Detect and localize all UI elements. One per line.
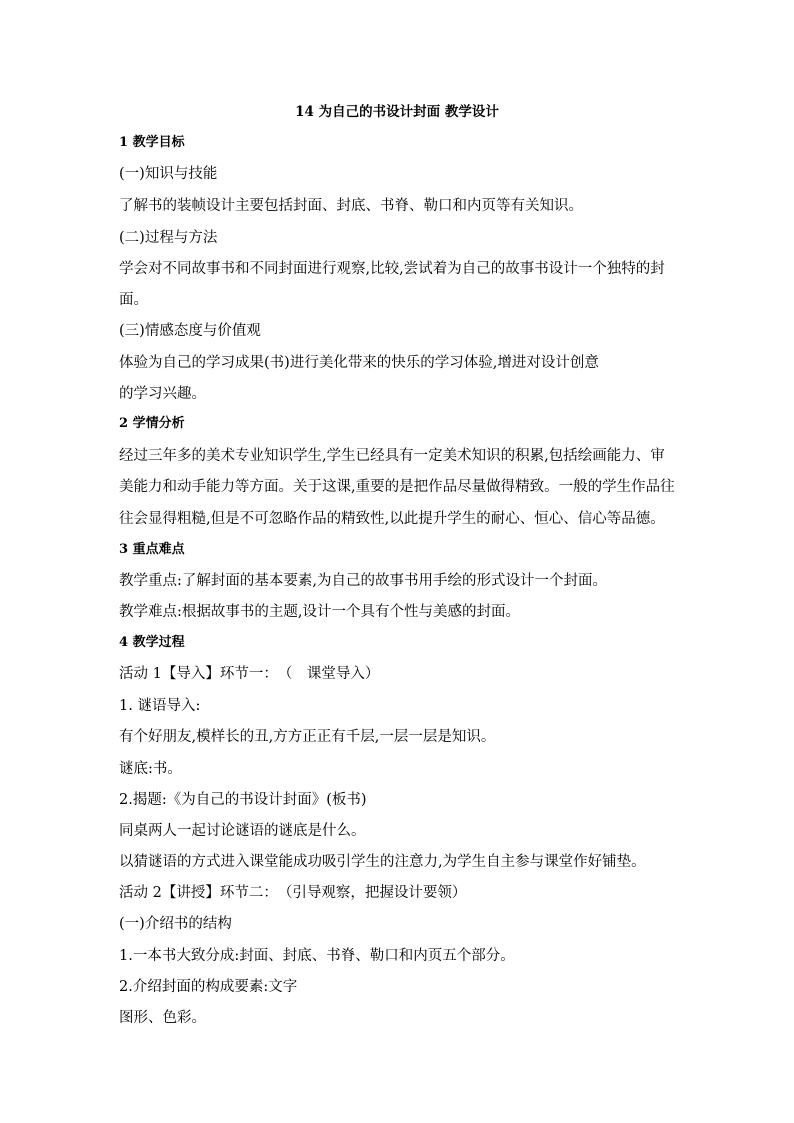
paragraph-line: 的学习兴趣。	[119, 386, 206, 402]
activity-heading-2: 活动 2【讲授】环节二： （引导观察，把握设计要领）	[119, 885, 467, 901]
paragraph-line: 了解书的装帧设计主要包括封面、封底、书脊、勒口和内页等有关知识。	[119, 198, 583, 214]
section-heading-objectives: 1 教学目标	[119, 135, 185, 150]
subheading-knowledge-skills: (一)知识与技能	[119, 166, 218, 182]
paragraph-line: 经过三年多的美术专业知识学生,学生已经具有一定美术知识的积累,包括绘画能力、审	[119, 448, 665, 464]
paragraph-line: 2.介绍封面的构成要素:文字	[119, 979, 298, 995]
section-heading-analysis: 2 学情分析	[119, 416, 185, 431]
paragraph-line: 学会对不同故事书和不同封面进行观察,比较,尝试着为自己的故事书设计一个独特的封	[119, 261, 665, 277]
document-title: 14 为自己的书设计封面 教学设计	[295, 104, 499, 120]
subheading-emotion-values: (三)情感态度与价值观	[119, 323, 261, 339]
section-heading-key-points: 3 重点难点	[119, 542, 185, 557]
paragraph-line: 1. 谜语导入:	[119, 698, 201, 714]
paragraph-line: 体验为自己的学习成果(书)进行美化带来的快乐的学习体验,增进对设计创意	[119, 355, 599, 371]
paragraph-line: 同桌两人一起讨论谜语的谜底是什么。	[119, 823, 366, 839]
paragraph-line: 教学重点:了解封面的基本要素,为自己的故事书用手绘的形式设计一个封面。	[119, 573, 607, 589]
paragraph-line: 有个好朋友,模样长的丑,方方正正有千层,一层一层是知识。	[119, 729, 496, 745]
section-heading-process: 4 教学过程	[119, 635, 185, 650]
paragraph-line: 往会显得粗糙,但是不可忽略作品的精致性,以此提升学生的耐心、恒心、信心等品德。	[119, 511, 665, 527]
paragraph-line: (一)介绍书的结构	[119, 916, 232, 932]
paragraph-line: 以猜谜语的方式进入课堂能成功吸引学生的注意力,为学生自主参与课堂作好铺垫。	[119, 854, 646, 870]
paragraph-line: 面。	[119, 292, 148, 308]
paragraph-line: 2.揭题:《为自己的书设计封面》(板书)	[119, 792, 367, 808]
paragraph-line: 美能力和动手能力等方面。关于这课,重要的是把作品尽量做得精致。一般的学生作品往	[119, 479, 675, 495]
paragraph-line: 教学难点:根据故事书的主题,设计一个具有个性与美感的封面。	[119, 604, 520, 620]
subheading-process-method: (二)过程与方法	[119, 230, 218, 246]
paragraph-line: 1.一本书大致分成:封面、封底、书脊、勒口和内页五个部分。	[119, 948, 515, 964]
activity-heading-1: 活动 1【导入】环节一： （ 课堂导入）	[119, 666, 380, 682]
paragraph-line: 图形、色彩。	[119, 1010, 206, 1026]
paragraph-line: 谜底:书。	[119, 761, 182, 777]
